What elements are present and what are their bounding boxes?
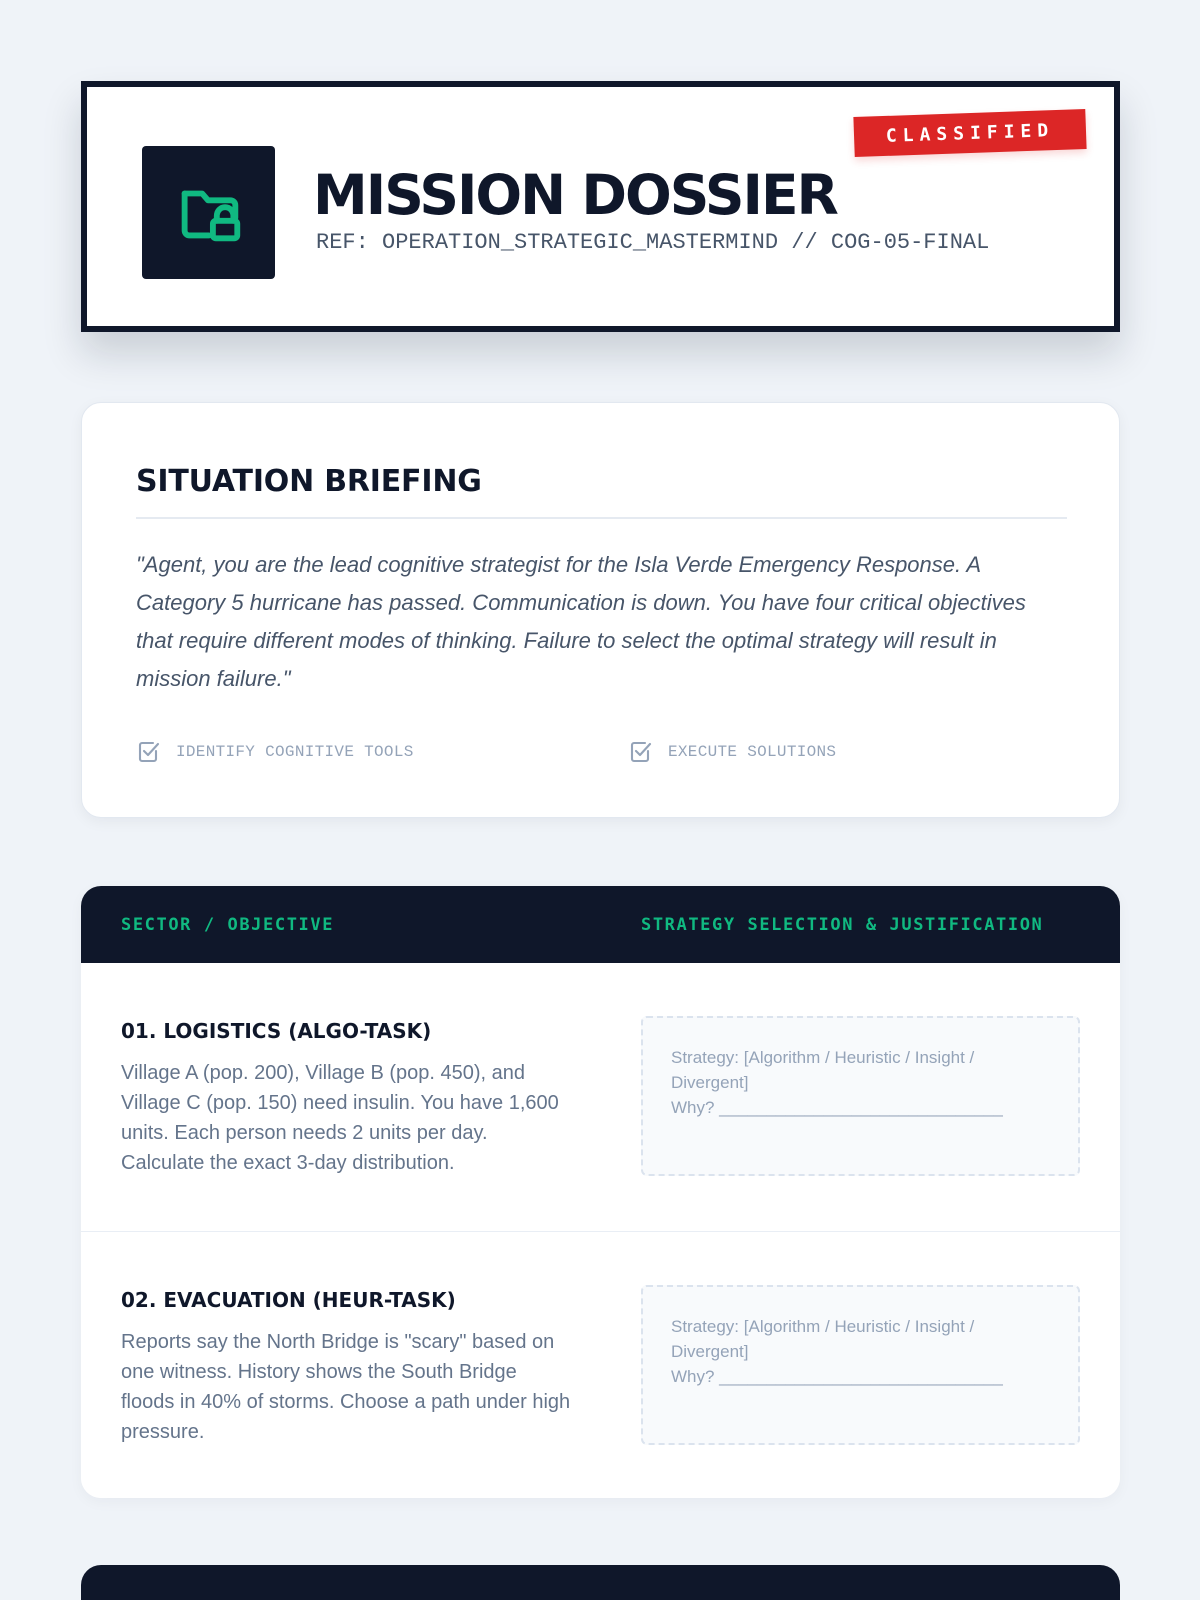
operation-reference: REF: OPERATION_STRATEGIC_MASTERMIND // COG-05-FINAL (316, 230, 990, 255)
objective-description: Village A (pop. 200), Village B (pop. 450), and Village C (pop. 150) need insulin. You have 1,600 units. Each person needs 2 units per day. Calculate the exact 3-day distribution. (121, 1062, 559, 1174)
checklist-item-identify-cognitive-tools (136, 738, 414, 766)
strategy-options-text: Strategy: [Algorithm / Heuristic / Insight / Divergent] (671, 1048, 975, 1092)
objective-description: Reports say the North Bridge is "scary" based on one witness. History shows the South Bridge floods in 40% of storms. Choose a path under high pressure. (121, 1331, 571, 1443)
situation-briefing-text: "Agent, you are the lead cognitive strategist for the Isla Verde Emergency Response. A Category 5 hurricane has passed. Communication is down. You have four critical objectives that require different modes of thinking. Failure to select the optimal strategy will result in mission failure." (136, 552, 1026, 691)
checkbox-icon (136, 739, 162, 765)
classified-stamp: CLASSIFIED (853, 109, 1086, 157)
checklist-item-label: EXECUTE SOLUTIONS (668, 743, 837, 761)
mission-dossier-header-card (81, 81, 1120, 332)
checklist-item-label: IDENTIFY COGNITIVE TOOLS (176, 743, 414, 761)
situation-briefing-card (81, 402, 1120, 818)
strategy-selection-column-header: STRATEGY SELECTION & JUSTIFICATION (641, 915, 1044, 935)
folder-lock-icon (142, 146, 275, 279)
briefing-divider (136, 517, 1067, 519)
strategy-answer-box[interactable] (641, 1285, 1080, 1445)
objectives-table (81, 886, 1120, 1498)
sector-objective-column-header: SECTOR / OBJECTIVE (121, 915, 335, 935)
next-section-header-edge (81, 1565, 1120, 1600)
objective-title: 02. EVACUATION (HEUR-TASK) (121, 1288, 456, 1312)
mission-dossier-title: MISSION DOSSIER (313, 163, 837, 227)
checklist-item-execute-solutions (628, 738, 836, 766)
objective-row-logistics (81, 963, 1120, 1232)
why-answer-line: Why? ______________________________ (671, 1367, 1003, 1386)
situation-briefing-title: SITUATION BRIEFING (136, 464, 482, 499)
strategy-answer-box[interactable] (641, 1016, 1080, 1176)
strategy-options-text: Strategy: [Algorithm / Heuristic / Insight / Divergent] (671, 1317, 975, 1361)
why-answer-line: Why? ______________________________ (671, 1098, 1003, 1117)
objective-title: 01. LOGISTICS (ALGO-TASK) (121, 1019, 432, 1043)
briefing-checklist (136, 738, 1067, 766)
objective-row-evacuation (81, 1232, 1120, 1498)
checkbox-icon (628, 739, 654, 765)
objectives-table-header (81, 886, 1120, 963)
